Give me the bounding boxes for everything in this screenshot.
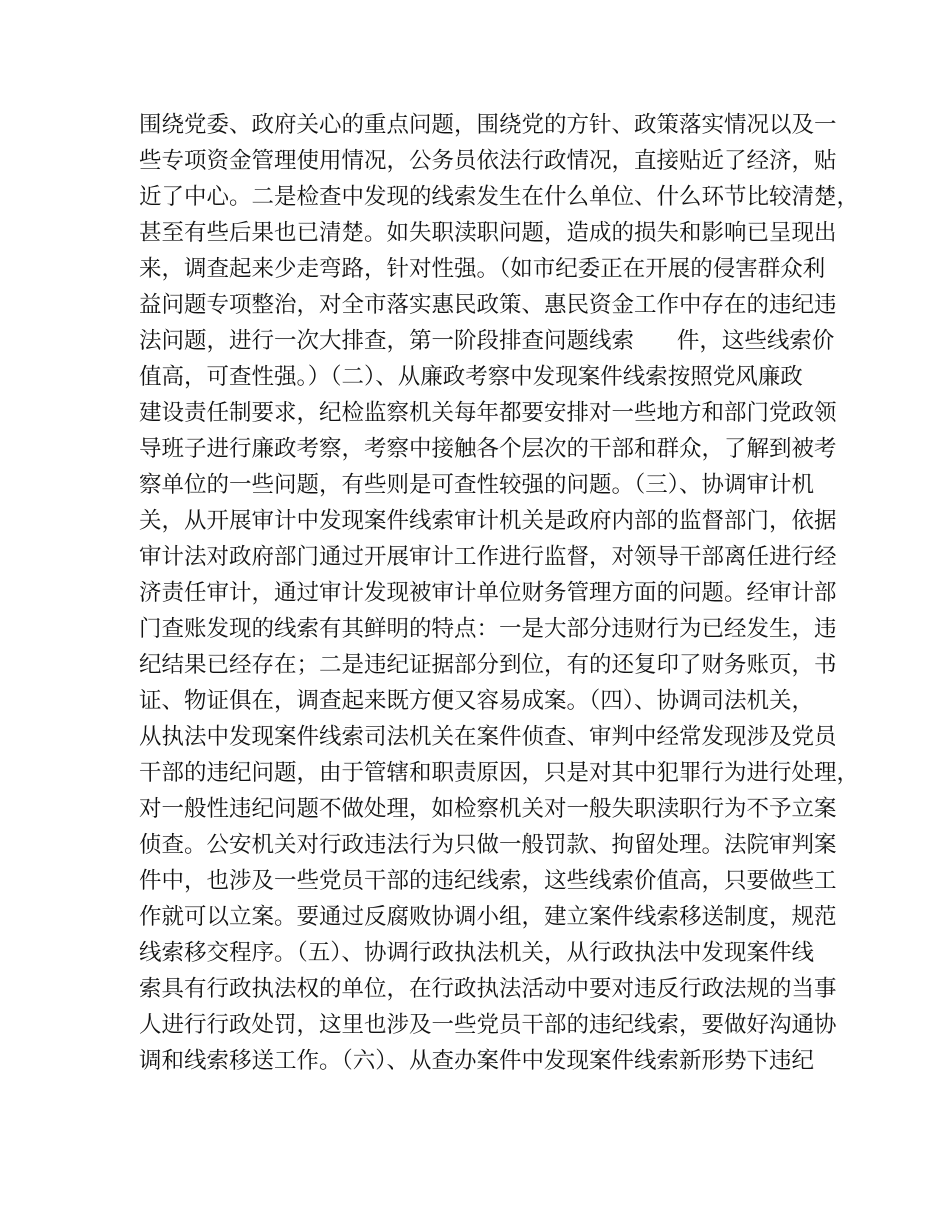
text-line: 作就可以立案。要通过反腐败协调小组，建立案件线索移送制度，规范 [139,904,837,930]
text-line: 人进行行政处罚，这里也涉及一些党员干部的违纪线索，要做好沟通协 [139,1012,837,1038]
text-line: 建设责任制要求，纪检监察机关每年都要安排对一些地方和部门党政领 [139,400,837,426]
text-line: 侦查。公安机关对行政违法行为只做一般罚款、拘留处理。法院审判案 [139,832,837,858]
text-line: 对一般性违纪问题不做处理，如检察机关对一般失职渎职行为不予立案 [139,796,837,822]
text-line: 甚至有些后果也已清楚。如失职渎职问题，造成的损失和影响已呈现出 [139,220,837,246]
text-line: 法问题，进行一次大排查，第一阶段排查问题线索 件，这些线索价 [139,328,835,354]
text-line: 围绕党委、政府关心的重点问题，围绕党的方针、政策落实情况以及一 [139,112,837,138]
text-line: 线索移交程序。（五）、协调行政执法机关，从行政执法中发现案件线 [139,940,815,966]
text-line: 证、物证俱在，调查起来既方便又容易成案。（四）、协调司法机关， [139,688,815,714]
text-line: 从执法中发现案件线索司法机关在案件侦查、审判中经常发现涉及党员 [139,724,837,750]
text-line: 纪结果已经存在；二是违纪证据部分到位，有的还复印了财务账页，书 [139,652,837,678]
text-line: 干部的违纪问题，由于管辖和职责原因，只是对其中犯罪行为进行处理， [139,760,860,786]
text-line: 件中，也涉及一些党员干部的违纪线索，这些线索价值高，只要做些工 [139,868,837,894]
text-line: 值高，可查性强。）（二）、从廉政考察中发现案件线索按照党风廉政 [139,364,803,390]
text-line: 关，从开展审计中发现案件线索审计机关是政府内部的监督部门，依据 [139,508,837,534]
text-line: 些专项资金管理使用情况，公务员依法行政情况，直接贴近了经济，贴 [139,148,837,174]
text-line: 近了中心。二是检查中发现的线索发生在什么单位、什么环节比较清楚， [139,184,860,210]
text-line: 调和线索移送工作。（六）、从查办案件中发现案件线索新形势下违纪 [139,1048,815,1074]
text-line: 益问题专项整治，对全市落实惠民政策、惠民资金工作中存在的违纪违 [139,292,837,318]
text-line: 导班子进行廉政考察，考察中接触各个层次的干部和群众，了解到被考 [139,436,837,462]
text-line: 察单位的一些问题，有些则是可查性较强的问题。（三）、协调审计机 [139,472,815,498]
body-text [139,107,860,1079]
text-line: 济责任审计，通过审计发现被审计单位财务管理方面的问题。经审计部 [139,580,837,606]
text-line: 索具有行政执法权的单位，在行政执法活动中要对违反行政法规的当事 [139,976,837,1002]
text-line: 门查账发现的线索有其鲜明的特点：一是大部分违财行为已经发生，违 [139,616,837,642]
text-line: 来，调查起来少走弯路，针对性强。（如市纪委正在开展的侵害群众利 [139,256,826,282]
text-line: 审计法对政府部门通过开展审计工作进行监督，对领导干部离任进行经 [139,544,837,570]
